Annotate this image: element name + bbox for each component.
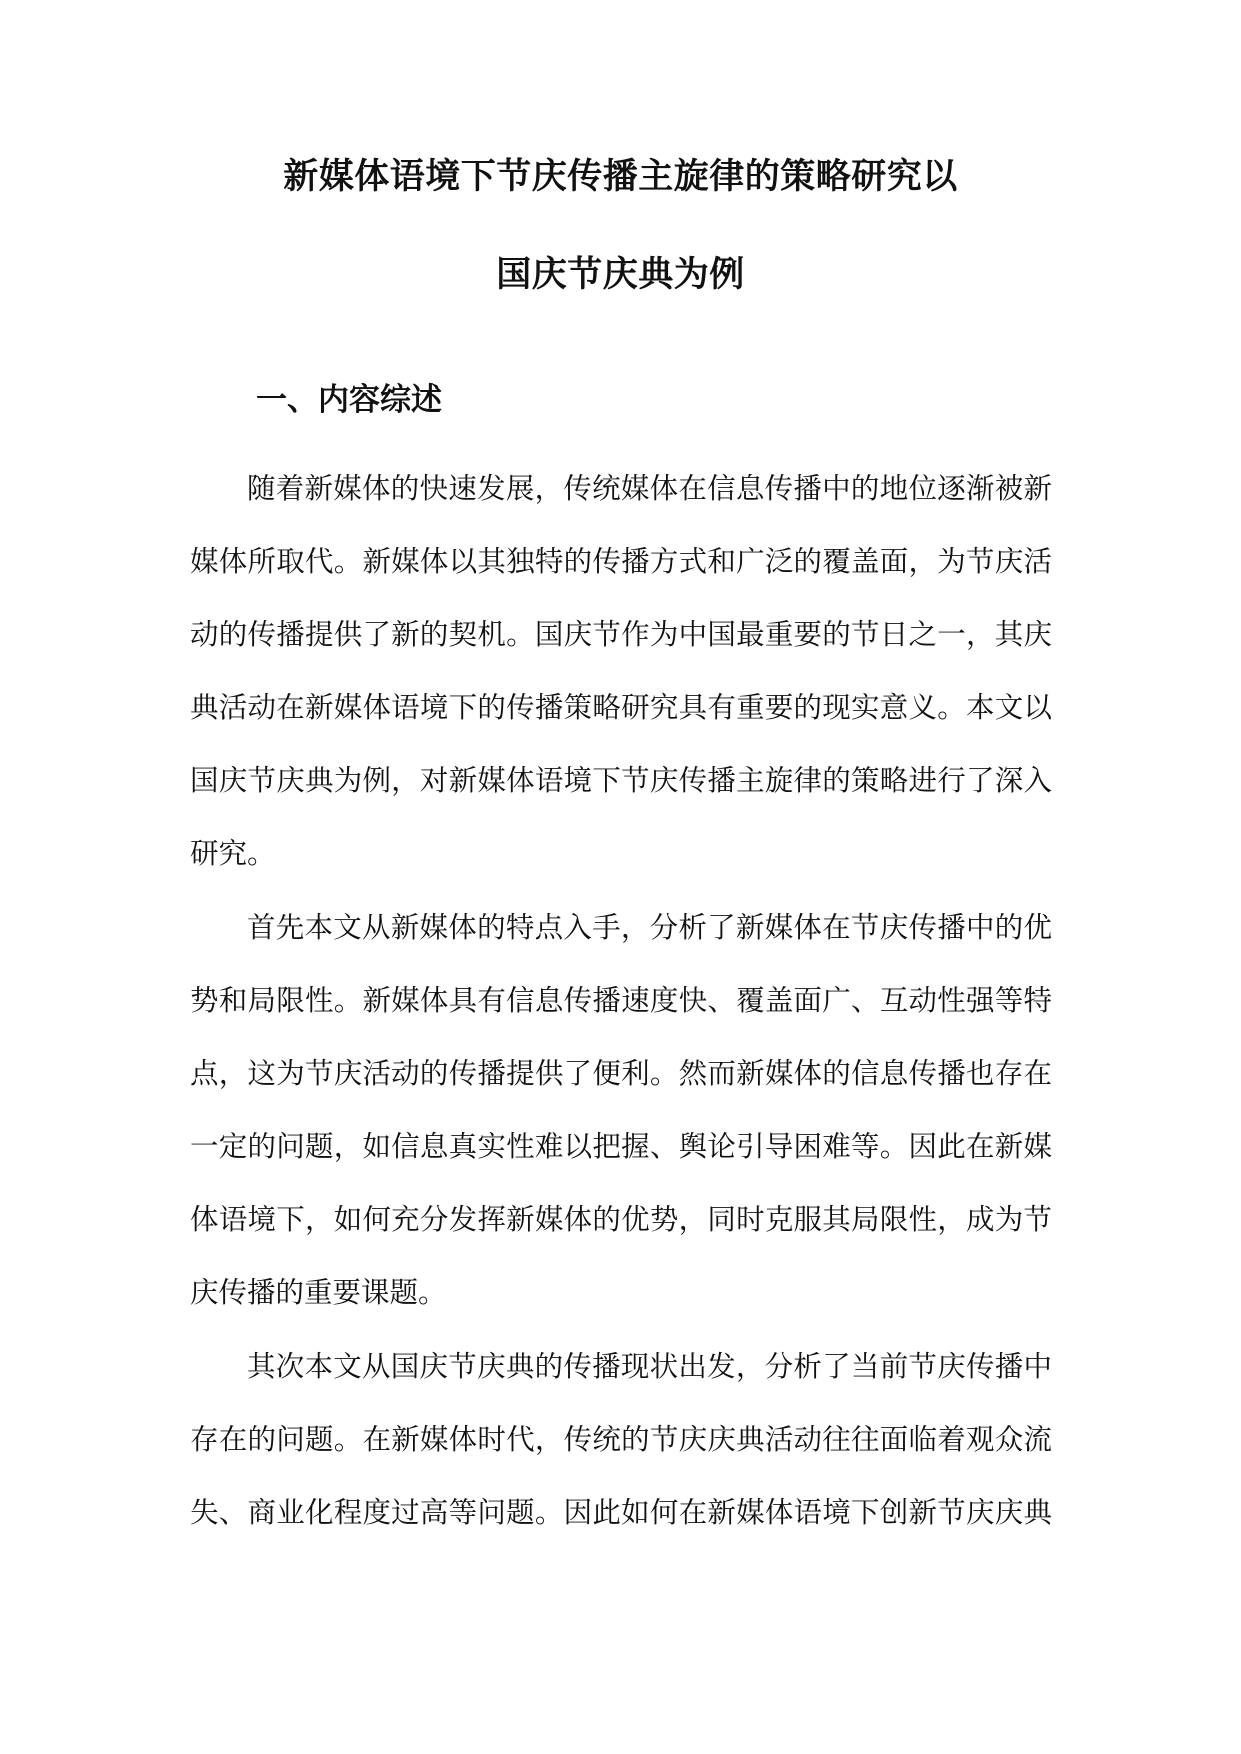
- paragraph-3: [190, 1330, 1052, 1549]
- paragraph-line: 势和局限性。新媒体具有信息传播速度快、覆盖面广、互动性强等特: [190, 984, 1052, 1017]
- paragraph-line: 其次本文从国庆节庆典的传播现状出发，分析了当前节庆传播中: [247, 1350, 1052, 1383]
- paragraph-1: [190, 452, 1052, 890]
- paragraph-line: 存在的问题。在新媒体时代，传统的节庆庆典活动往往面临着观众流: [190, 1423, 1052, 1456]
- paragraph-line: 国庆节庆典为例，对新媒体语境下节庆传播主旋律的策略进行了深入: [190, 764, 1052, 797]
- paragraph-line: 典活动在新媒体语境下的传播策略研究具有重要的现实意义。本文以: [190, 691, 1052, 724]
- paragraph-line: 随着新媒体的快速发展，传统媒体在信息传播中的地位逐渐被新: [247, 472, 1052, 505]
- document-title-line-1: 新媒体语境下节庆传播主旋律的策略研究以: [283, 157, 958, 197]
- document-title-line-2: 国庆节庆典为例: [496, 255, 745, 295]
- paragraph-line: 失、商业化程度过高等问题。因此如何在新媒体语境下创新节庆庆典: [190, 1496, 1052, 1529]
- paragraph-2: [190, 891, 1052, 1329]
- paragraph-line: 体语境下，如何充分发挥新媒体的优势，同时克服其局限性，成为节: [190, 1203, 1052, 1236]
- paragraph-line: 研究。: [190, 837, 276, 870]
- paragraph-line: 首先本文从新媒体的特点入手，分析了新媒体在节庆传播中的优: [247, 911, 1052, 944]
- paragraph-line: 一定的问题，如信息真实性难以把握、舆论引导困难等。因此在新媒: [190, 1130, 1052, 1163]
- paragraph-line: 庆传播的重要课题。: [190, 1276, 447, 1309]
- paragraph-line: 点，这为节庆活动的传播提供了便利。然而新媒体的信息传播也存在: [190, 1057, 1052, 1090]
- section-heading: 一、内容综述: [256, 382, 442, 418]
- paragraph-line: 媒体所取代。新媒体以其独特的传播方式和广泛的覆盖面，为节庆活: [190, 545, 1052, 578]
- paragraph-line: 动的传播提供了新的契机。国庆节作为中国最重要的节日之一，其庆: [190, 618, 1052, 651]
